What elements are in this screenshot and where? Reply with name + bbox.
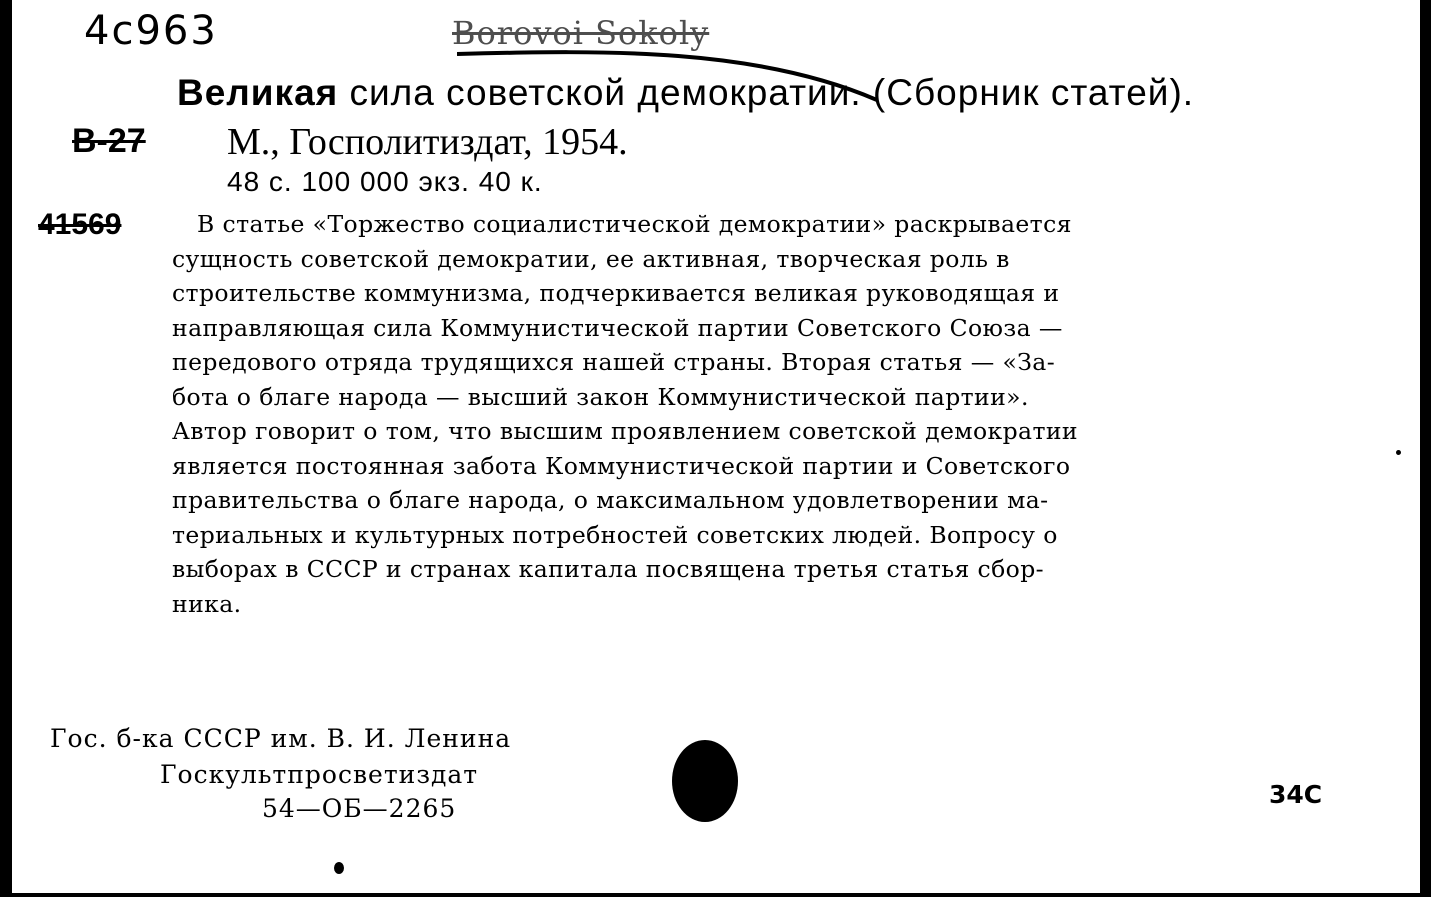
ink-dot [1396,450,1401,455]
title-rest: сила советской демократии. (Сборник статей). [338,72,1195,113]
annotation-line: териальных и культурных потребностей советских людей. Вопросу о [172,520,1058,549]
punch-hole [672,740,738,822]
annotation [172,207,1347,621]
library-name: Гос. б-ка СССР им. В. И. Ленина [50,724,512,753]
annotation-line: передового отряда трудящихся нашей страны. Вторая статья — «За- [172,348,1056,376]
annotation-line: направляющая сила Коммунистической партии Советского Союза — [172,313,1063,342]
classification-code: 34С [1269,780,1323,809]
annotation-line: строительстве коммунизма, подчеркивается великая руководящая и [172,279,1060,307]
extent: 48 с. 100 000 экз. 40 к. [227,166,543,197]
annotation-line: выборах в СССР и странах капитала посвящена третья статья сбор- [172,555,1044,583]
annotation-line: В статье «Торжество социалистической демократии» раскрывается [197,210,1072,238]
annotation-line: ника. [172,589,242,618]
shelfmark: В-27 [72,122,146,160]
book-title [177,72,1194,114]
imprint: М., Госполитиздат, 1954. [227,121,628,163]
annotation-line: Автор говорит о том, что высшим проявлением советской демократии [172,417,1078,445]
annotation-line: бота о благе народа — высший закон Коммунистической партии». [172,382,1029,411]
inventory-number: 41569 [38,208,122,241]
title-bold: Великая [177,72,339,113]
annotation-line: сущность советской демократии, ее активная, творческая роль в [172,244,1010,273]
crossed-out-stamp: Borovoi Sokoly [452,14,710,52]
annotation-line: является постоянная забота Коммунистической партии и Советского [172,451,1071,480]
annotation-line: правительства о благе народа, о максимальном удовлетворении ма- [172,486,1049,514]
card-number: 54—ОБ—2265 [262,794,457,823]
catalog-card [12,0,1422,893]
card-publisher: Госкультпросветиздат [160,760,479,789]
handwritten-number: 4с963 [84,8,218,54]
ink-dot [334,862,344,874]
